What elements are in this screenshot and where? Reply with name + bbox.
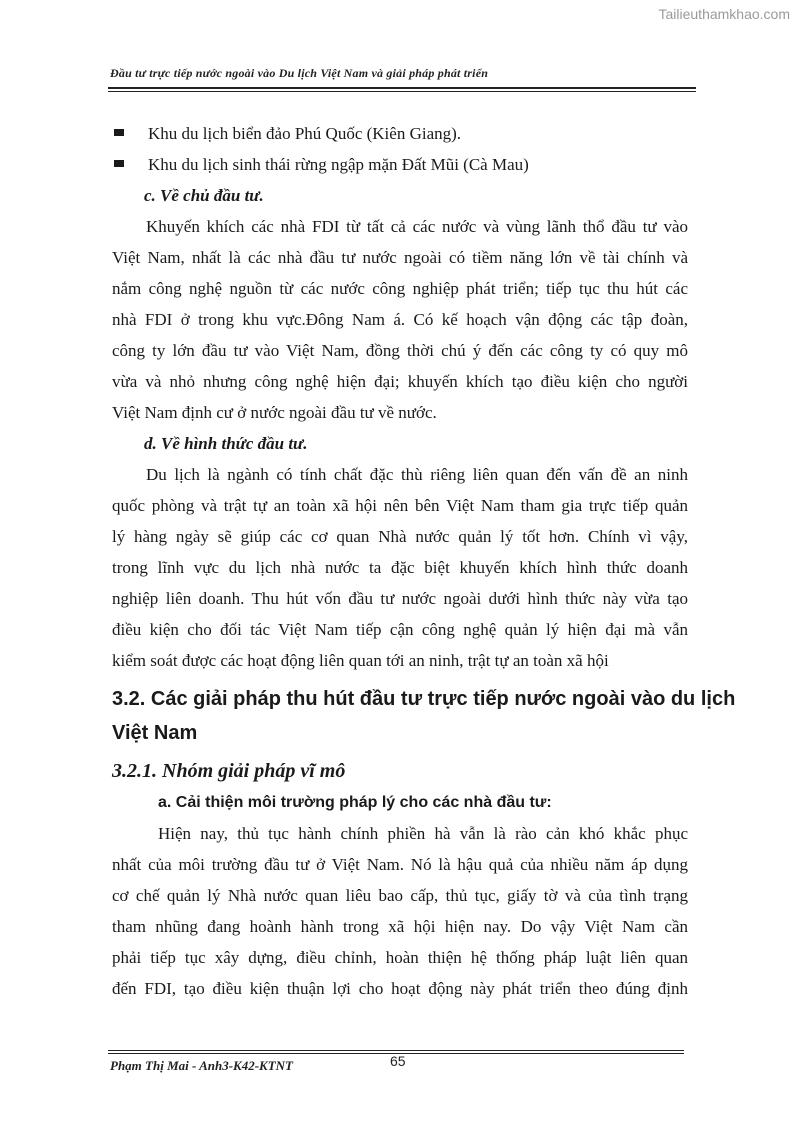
paragraph-line: lý hàng ngày sẽ giúp các cơ quan Nhà nước quản lý tốt hơn. Chính vì vậy, (112, 527, 688, 546)
section-3-2-heading-cont: Việt Nam (112, 722, 198, 744)
square-bullet-icon (114, 129, 124, 136)
bullet-item (112, 149, 688, 180)
paragraph-line: vừa và nhỏ nhưng công nghệ hiện đại; khuyến khích tạo điều kiện cho người (112, 372, 688, 391)
paragraph-line: nhà FDI ở trong khu vực.Đông Nam á. Có kế hoạch vận động các tập đoàn, (112, 310, 688, 329)
subsection-a-heading: a. Cải thiện môi trường pháp lý cho các nhà đầu tư: (158, 794, 552, 811)
paragraph-line: nắm công nghệ nguồn từ các nước công nghiệp phát triển; tiếp tục thu hút các (112, 279, 688, 298)
header-rule-thin (108, 91, 696, 92)
page-body (112, 118, 736, 1004)
paragraph-line: điều kiện cho đối tác Việt Nam tiếp cận công nghệ quản lý hiện đại mà vẫn (112, 620, 688, 639)
paragraph-line: cơ chế quản lý Nhà nước quan liêu bao cấp, thủ tục, giấy tờ và của tình trạng (112, 886, 688, 905)
watermark: Tailieuthamkhao.com (658, 6, 790, 22)
section-d-heading: d. Về hình thức đầu tư. (144, 434, 308, 453)
paragraph-line: công ty lớn đầu tư vào Việt Nam, đồng thời chú ý đến các công ty có quy mô (112, 341, 688, 360)
footer-author: Phạm Thị Mai - Anh3-K42-KTNT (110, 1058, 293, 1073)
paragraph-line: nhất của môi trường đầu tư ở Việt Nam. Nó là hậu quả của nhiều năm áp dụng (112, 855, 688, 874)
section-3-2-1-heading: 3.2.1. Nhóm giải pháp vĩ mô (112, 760, 346, 782)
paragraph-line: Hiện nay, thủ tục hành chính phiền hà vẫn là rào cản khó khắc phục (158, 824, 688, 843)
paragraph-line: trong lĩnh vực du lịch nhà nước ta đặc biệt khuyến khích hình thức doanh (112, 558, 688, 577)
section-3-2-heading: 3.2. Các giải pháp thu hút đầu tư trực tiếp nước ngoài vào du lịch (112, 688, 736, 710)
bullet-text: Khu du lịch sinh thái rừng ngập mặn Đất Mũi (Cà Mau) (148, 155, 529, 174)
page-number: 65 (390, 1053, 406, 1069)
paragraph-line: kiểm soát được các hoạt động liên quan tới an ninh, trật tự an toàn xã hội (112, 651, 609, 670)
paragraph-line: phải tiếp tục xây dựng, điều chỉnh, hoàn thiện hệ thống pháp luật liên quan (112, 948, 688, 967)
paragraph-line: Khuyến khích các nhà FDI từ tất cả các nước và vùng lãnh thổ đầu tư vào (146, 217, 688, 236)
running-header: Đầu tư trực tiếp nước ngoài vào Du lịch Việt Nam và giải pháp phát triển (110, 66, 489, 80)
header-rule (108, 87, 696, 89)
bullet-item (112, 118, 688, 149)
paragraph-line: quốc phòng và trật tự an toàn xã hội nên bên Việt Nam tham gia trực tiếp quản (112, 496, 688, 515)
square-bullet-icon (114, 160, 124, 167)
paragraph-line: tham nhũng đang hoành hành trong xã hội hiện nay. Do vậy Việt Nam cần (112, 917, 688, 936)
paragraph-line: nghiệp liên doanh. Thu hút vốn đầu tư nước ngoài dưới hình thức này vừa tạo (112, 589, 688, 608)
footer-rule (108, 1050, 684, 1051)
paragraph-line: đến FDI, tạo điều kiện thuận lợi cho hoạt động này phát triển theo đúng định (112, 979, 688, 998)
paragraph-line: Việt Nam, nhất là các nhà đầu tư nước ngoài có tiềm năng lớn về tài chính và (112, 248, 688, 267)
section-c-heading: c. Về chủ đầu tư. (144, 186, 264, 205)
paragraph-line: Du lịch là ngành có tính chất đặc thù riêng liên quan đến vấn đề an ninh (146, 465, 688, 484)
paragraph-line: Việt Nam định cư ở nước ngoài đầu tư về nước. (112, 403, 437, 422)
bullet-text: Khu du lịch biển đảo Phú Quốc (Kiên Giang). (148, 124, 462, 143)
